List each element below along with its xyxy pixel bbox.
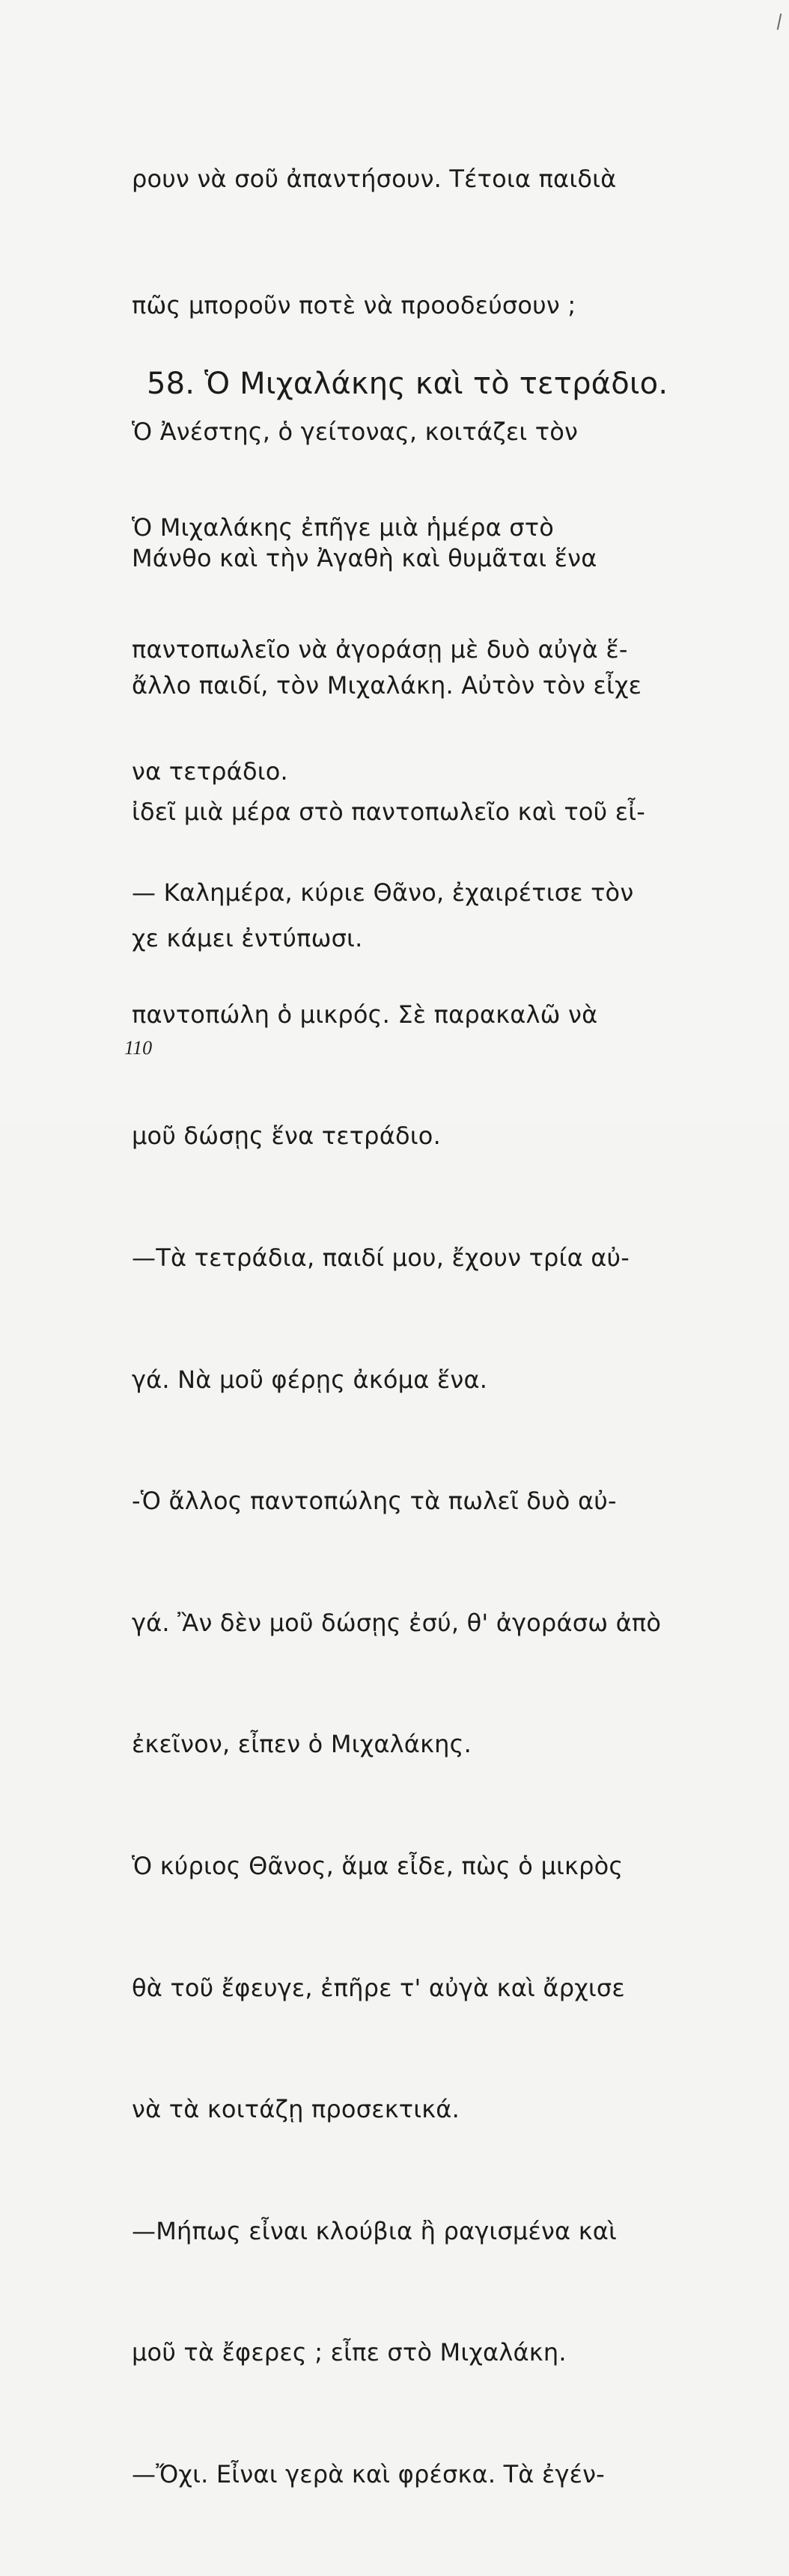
story-line-5: παντοπώλη ὁ μικρός. Σὲ παρακαλῶ νὰ (132, 1000, 598, 1029)
intro-line-4: Μάνθο καὶ τὴν Ἀγαθὴ καὶ θυμᾶται ἕνα (132, 544, 597, 573)
story-line-10: γά. Ἂν δὲν μοῦ δώσῃς ἐσύ, θ' ἀγοράσω ἀπὸ (132, 1608, 662, 1637)
intro-line-6: ἰδεῖ μιὰ μέρα στὸ παντοπωλεῖο καὶ τοῦ εἶ- (132, 797, 645, 826)
page-edge-mark (777, 13, 782, 30)
story-line-16: μοῦ τὰ ἔφερες ; εἶπε στὸ Μιχαλάκη. (132, 2338, 567, 2367)
intro-line-1: ρουν νὰ σοῦ ἀπαντήσουν. Τέτοια παιδιὰ (132, 164, 617, 193)
story-line-15: —Μήπως εἶναι κλούβια ἢ ραγισμένα καὶ (132, 2216, 618, 2245)
story-line-13: θὰ τοῦ ἔφευγε, ἐπῆρε τ' αὐγὰ καὶ ἄρχισε (132, 1973, 625, 2002)
intro-line-5: ἄλλο παιδί, τὸν Μιχαλάκη. Αὐτὸν τὸν εἶχε (132, 670, 642, 700)
story-line-14: νὰ τὰ κοιτάζῃ προσεκτικά. (132, 2095, 460, 2124)
story-line-7: —Τὰ τετράδια, παιδί μου, ἔχουν τρία αὐ- (132, 1243, 630, 1272)
story-line-6: μοῦ δώσῃς ἕνα τετράδιο. (132, 1122, 441, 1151)
intro-line-2: πῶς μποροῦν ποτὲ νὰ προοδεύσουν ; (132, 291, 576, 320)
page-number: 110 (124, 1037, 153, 1059)
intro-line-7: χε κάμει ἐντύπωσι. (132, 924, 363, 953)
story-line-12: Ὁ κύριος Θᾶνος, ἅμα εἶδε, πὼς ὁ μικρὸς (132, 1851, 624, 1880)
story-line-9: -Ὁ ἄλλος παντοπώλης τὰ πωλεῖ δυὸ αὐ- (132, 1487, 617, 1516)
story-line-3: να τετράδιο. (132, 756, 288, 786)
story-line-1: Ὁ Μιχαλάκης ἐπῆγε μιὰ ἡμέρα στὸ (132, 513, 554, 542)
story-line-17: —Ὄχι. Εἶναι γερὰ καὶ φρέσκα. Τὰ ἐγέν- (132, 2459, 605, 2488)
chapter-heading: 58. Ὁ Μιχαλάκης καὶ τὸ τετράδιο. (147, 367, 668, 401)
story-line-4: — Καλημέρα, κύριε Θᾶνο, ἐχαιρέτισε τὸν (132, 878, 634, 908)
story-line-11: ἐκεῖνον, εἶπεν ὁ Μιχαλάκης. (132, 1730, 472, 1759)
intro-line-3: Ὁ Ἀνέστης, ὁ γείτονας, κοιτάζει τὸν (132, 417, 579, 447)
story-text (132, 426, 753, 2576)
story-line-2: παντοπωλεῖο νὰ ἀγοράσῃ μὲ δυὸ αὐγὰ ἕ- (132, 635, 628, 664)
story-line-8: γά. Νὰ μοῦ φέρῃς ἀκόμα ἕνα. (132, 1365, 488, 1394)
